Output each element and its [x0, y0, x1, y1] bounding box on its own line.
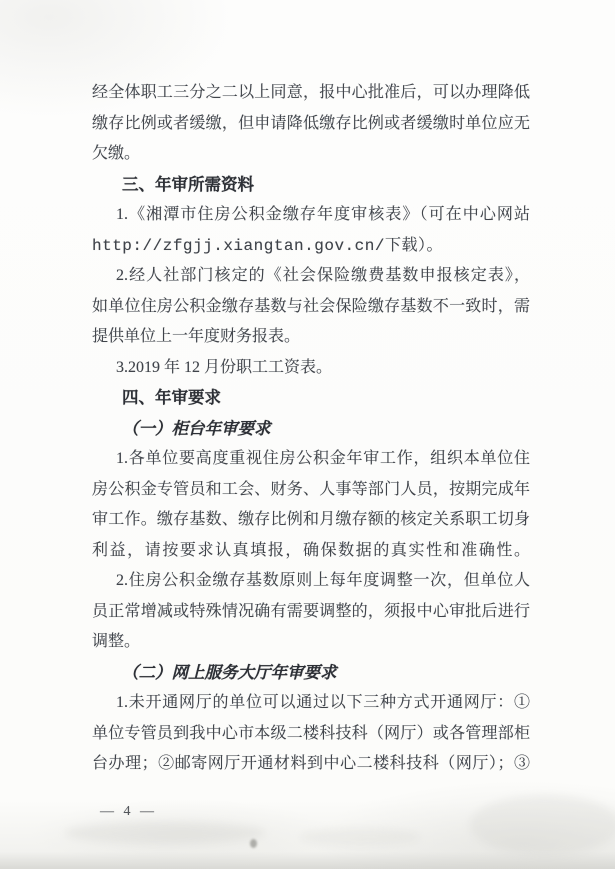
document-body [92, 78, 530, 780]
section-heading-requirements: 四、年审要求 [122, 389, 221, 407]
body-text-line: 提供单位上一年度财务报表。 [92, 328, 301, 345]
subsection-heading-online-hall-review: （二）网上服务大厅年审要求 [122, 662, 337, 682]
body-text-line: 1.各单位要高度重视住房公积金年审工作，组织本单位住 [116, 450, 530, 467]
scan-smudge [470, 795, 615, 855]
body-text-line: 如单位住房公积金缴存基数与社会保险缴存基数不一致时，需 [92, 297, 530, 315]
body-text-line: 员正常增减或特殊情况确有需要调整的，须报中心审批后进行 [92, 602, 530, 620]
scan-smudge [300, 828, 420, 846]
section-heading-materials: 三、年审所需资料 [122, 175, 254, 194]
body-text-line: 2.经人社部门核定的《社会保险缴费基数申报核定表》， [116, 267, 530, 284]
body-text-line: 3.2019 年 12 月份职工工资表。 [116, 358, 333, 376]
scan-speck [250, 839, 257, 848]
body-text-line: 1.《湘潭市住房公积金缴存年度审核表》（可在中心网站 [116, 206, 530, 223]
body-text-line: 利益，请按要求认真填报，确保数据的真实性和准确性。 [92, 541, 530, 559]
body-text-line: 2.住房公积金缴存基数原则上每年度调整一次，但单位人 [116, 572, 530, 589]
body-text-line: 调整。 [92, 633, 141, 650]
body-text-line: 1.未开通网厅的单位可以通过以下三种方式开通网厅：① [116, 694, 530, 711]
page-number: — 4 — [100, 804, 157, 819]
scan-smudge [65, 822, 265, 844]
body-text-line: 经全体职工三分之二以上同意，报中心批准后，可以办理降低 [92, 84, 530, 101]
subsection-heading-counter-review: （一）柜台年审要求 [122, 418, 271, 438]
body-text-line: 审工作。缴存基数、缴存比例和月缴存额的核定关系职工切身 [92, 511, 530, 528]
url-text: http://zfgjj.xiangtan.gov.cn/下载）。 [92, 236, 443, 255]
body-text-line: 欠缴。 [92, 145, 141, 162]
body-text-line: 房公积金专管员和工会、财务、人事等部门人员，按期完成年 [92, 480, 530, 498]
body-text-line: 缴存比例或者缓缴，但申请降低缴存比例或者缓缴时单位应无 [92, 114, 530, 132]
body-text-line: 单位专管员到我中心市本级二楼科技科（网厅）或各管理部柜 [92, 724, 530, 742]
body-text-line: 台办理；②邮寄网厅开通材料到中心二楼科技科（网厅）；③ [92, 755, 530, 772]
